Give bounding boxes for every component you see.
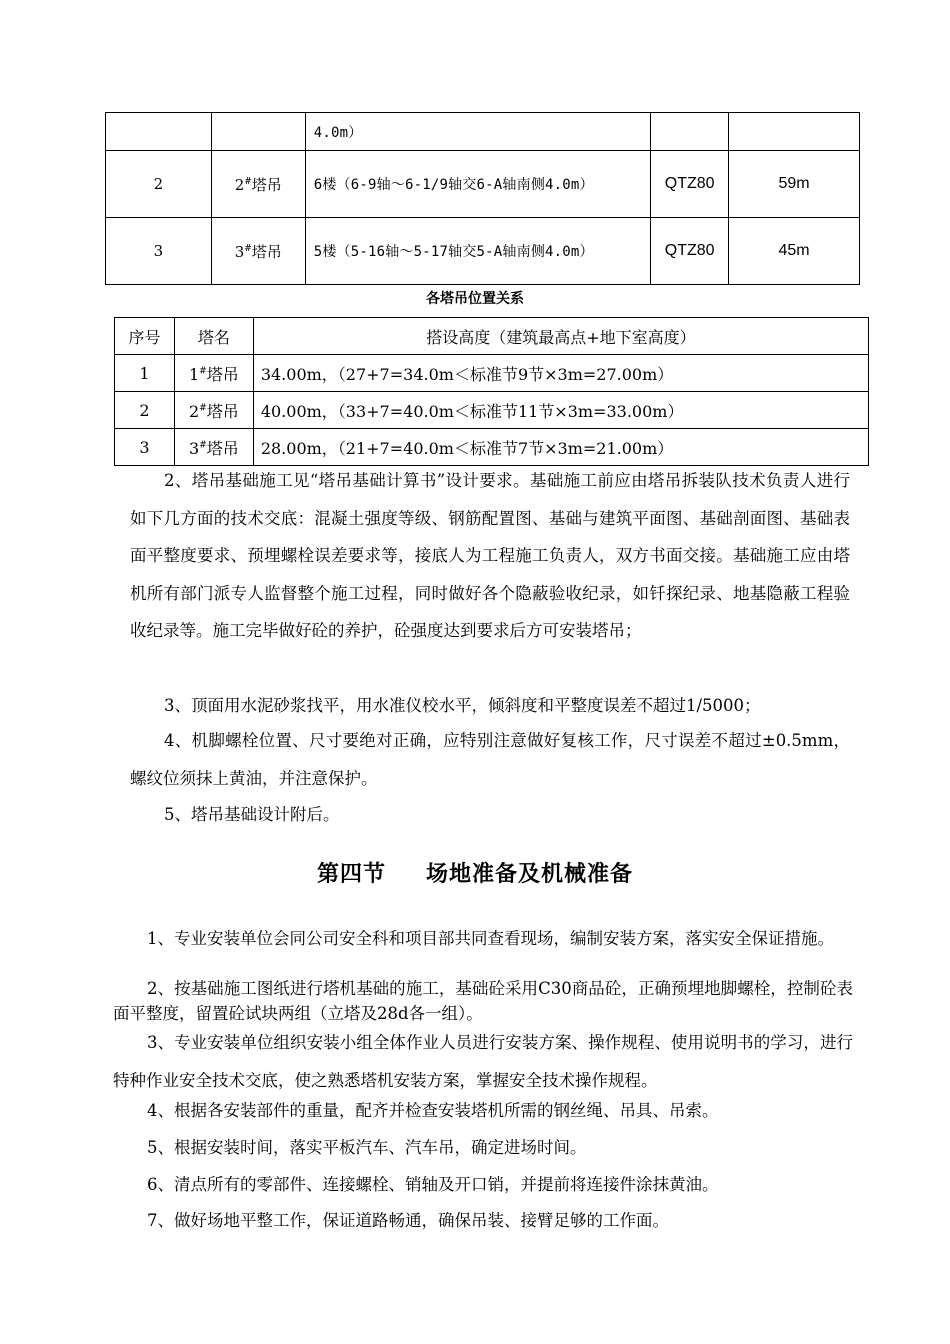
table-row [115, 392, 869, 429]
list-item-text: 3、专业安装单位组织安装小组全体作业人员进行安装方案、操作规程、使用说明书的学习，进行特种作业安全技术交底，使之熟悉塔机安装方案，掌握安全技术操作规程。 [113, 1033, 853, 1090]
section-heading [0, 857, 950, 888]
table-cell-height [729, 113, 860, 151]
paragraph-text: 4、机脚螺栓位置、尺寸要绝对正确，应特别注意做好复核工作，尺寸误差不超过±0.5mm，螺纹位须抹上黄油，并注意保护。 [130, 731, 850, 788]
table-cell-no: 3 [115, 429, 175, 466]
section-number: 第四节 [316, 862, 386, 887]
list-item [113, 1172, 853, 1197]
table-cell-height: 45m [729, 218, 860, 285]
list-item [113, 1024, 853, 1100]
paragraph-text: 5、塔吊基础设计附后。 [164, 805, 340, 824]
paragraph [130, 722, 850, 797]
section-title: 场地准备及机械准备 [426, 862, 634, 887]
list-item-text: 4、根据各安装部件的重量，配齐并检查安装塔机所需的钢丝绳、吊具、吊索。 [147, 1101, 719, 1120]
table-row [115, 355, 869, 392]
list-item-text: 5、根据安装时间，落实平板汽车、汽车吊，确定进场时间。 [147, 1138, 587, 1157]
paragraph [130, 687, 850, 725]
table-cell-height: 28.00m，（21+7=40.0m＜标准节7节×3m=21.00m） [253, 429, 868, 466]
list-item-text: 7、做好场地平整工作，保证道路畅通，确保吊装、接臂足够的工作面。 [147, 1211, 669, 1230]
paragraph-text: 3、顶面用水泥砂浆找平，用水准仪校水平，倾斜度和平整度误差不超过1/5000； [164, 696, 761, 715]
table-cell-model: QTZ80 [651, 218, 729, 285]
table-cell-no [106, 113, 212, 151]
list-item [113, 1098, 853, 1123]
table-row [106, 151, 860, 218]
table-row [106, 218, 860, 285]
paragraph-text: 2、塔吊基础施工见“塔吊基础计算书”设计要求。基础施工前应由塔吊拆装队技术负责人进行如下几方面的技术交底：混凝土强度等级、钢筋配置图、基础与建筑平面图、基础剖面图、基础表面平整度要求、预埋螺栓误差要求等，接底人为工程施工负责人，双方书面交接。基础施工应由塔机所有部门派专人监督整个施工过程，同时做好各个隐蔽验收纪录，如钎探纪录、地基隐蔽工程验收纪录等。施工完毕做好砼的养护，砼强度达到要求后方可安装塔吊； [130, 471, 850, 640]
paragraph [130, 462, 850, 650]
list-item [113, 1135, 853, 1160]
table-header-row [115, 318, 869, 355]
table-cell-no: 1 [115, 355, 175, 392]
table-cell-height: 34.00m，（27+7=34.0m＜标准节9节×3m=27.00m） [253, 355, 868, 392]
table-cell-location: 5楼（5-16轴～5-17轴交5-A轴南侧4.0m） [305, 218, 651, 285]
table-cell-name: 3#塔吊 [174, 429, 253, 466]
table-cell-model [651, 113, 729, 151]
table-cell-model: QTZ80 [651, 151, 729, 218]
table-cell-no: 3 [106, 218, 212, 285]
table-cell-name [211, 113, 305, 151]
table-cell-height: 59m [729, 151, 860, 218]
list-item-text: 1、专业安装单位会同公司安全科和项目部共同查看现场，编制安装方案，落实安全保证措施。 [147, 929, 834, 948]
tower-crane-table [105, 112, 860, 285]
table-cell-name: 2#塔吊 [174, 392, 253, 429]
table-caption: 各塔吊位置关系 [426, 291, 524, 307]
table-cell-no: 2 [106, 151, 212, 218]
list-item [113, 926, 853, 951]
table-header-height: 搭设高度（建筑最高点+地下室高度） [253, 318, 868, 355]
table-cell-name: 2#塔吊 [211, 151, 305, 218]
crane-position-table [114, 317, 869, 466]
list-item [113, 976, 853, 1026]
table-header-no: 序号 [115, 318, 175, 355]
table-cell-no: 2 [115, 392, 175, 429]
list-item [113, 1208, 853, 1233]
table-cell-name: 1#塔吊 [174, 355, 253, 392]
table-row [115, 429, 869, 466]
table-cell-name: 3#塔吊 [211, 218, 305, 285]
table-cell-height: 40.00m，（33+7=40.0m＜标准节11节×3m=33.00m） [253, 392, 868, 429]
list-item-text: 6、清点所有的零部件、连接螺栓、销轴及开口销，并提前将连接件涂抹黄油。 [147, 1175, 719, 1194]
table-header-name: 塔名 [174, 318, 253, 355]
table-row [106, 113, 860, 151]
table-cell-location: 6楼（6-9轴～6-1/9轴交6-A轴南侧4.0m） [305, 151, 651, 218]
paragraph [130, 796, 850, 834]
table-cell-location: 4.0m） [305, 113, 651, 151]
list-item-text: 2、按基础施工图纸进行塔机基础的施工，基础砼采用C30商品砼，正确预埋地脚螺栓，控制砼表面平整度，留置砼试块两组（立塔及28d各一组）。 [113, 979, 853, 1023]
